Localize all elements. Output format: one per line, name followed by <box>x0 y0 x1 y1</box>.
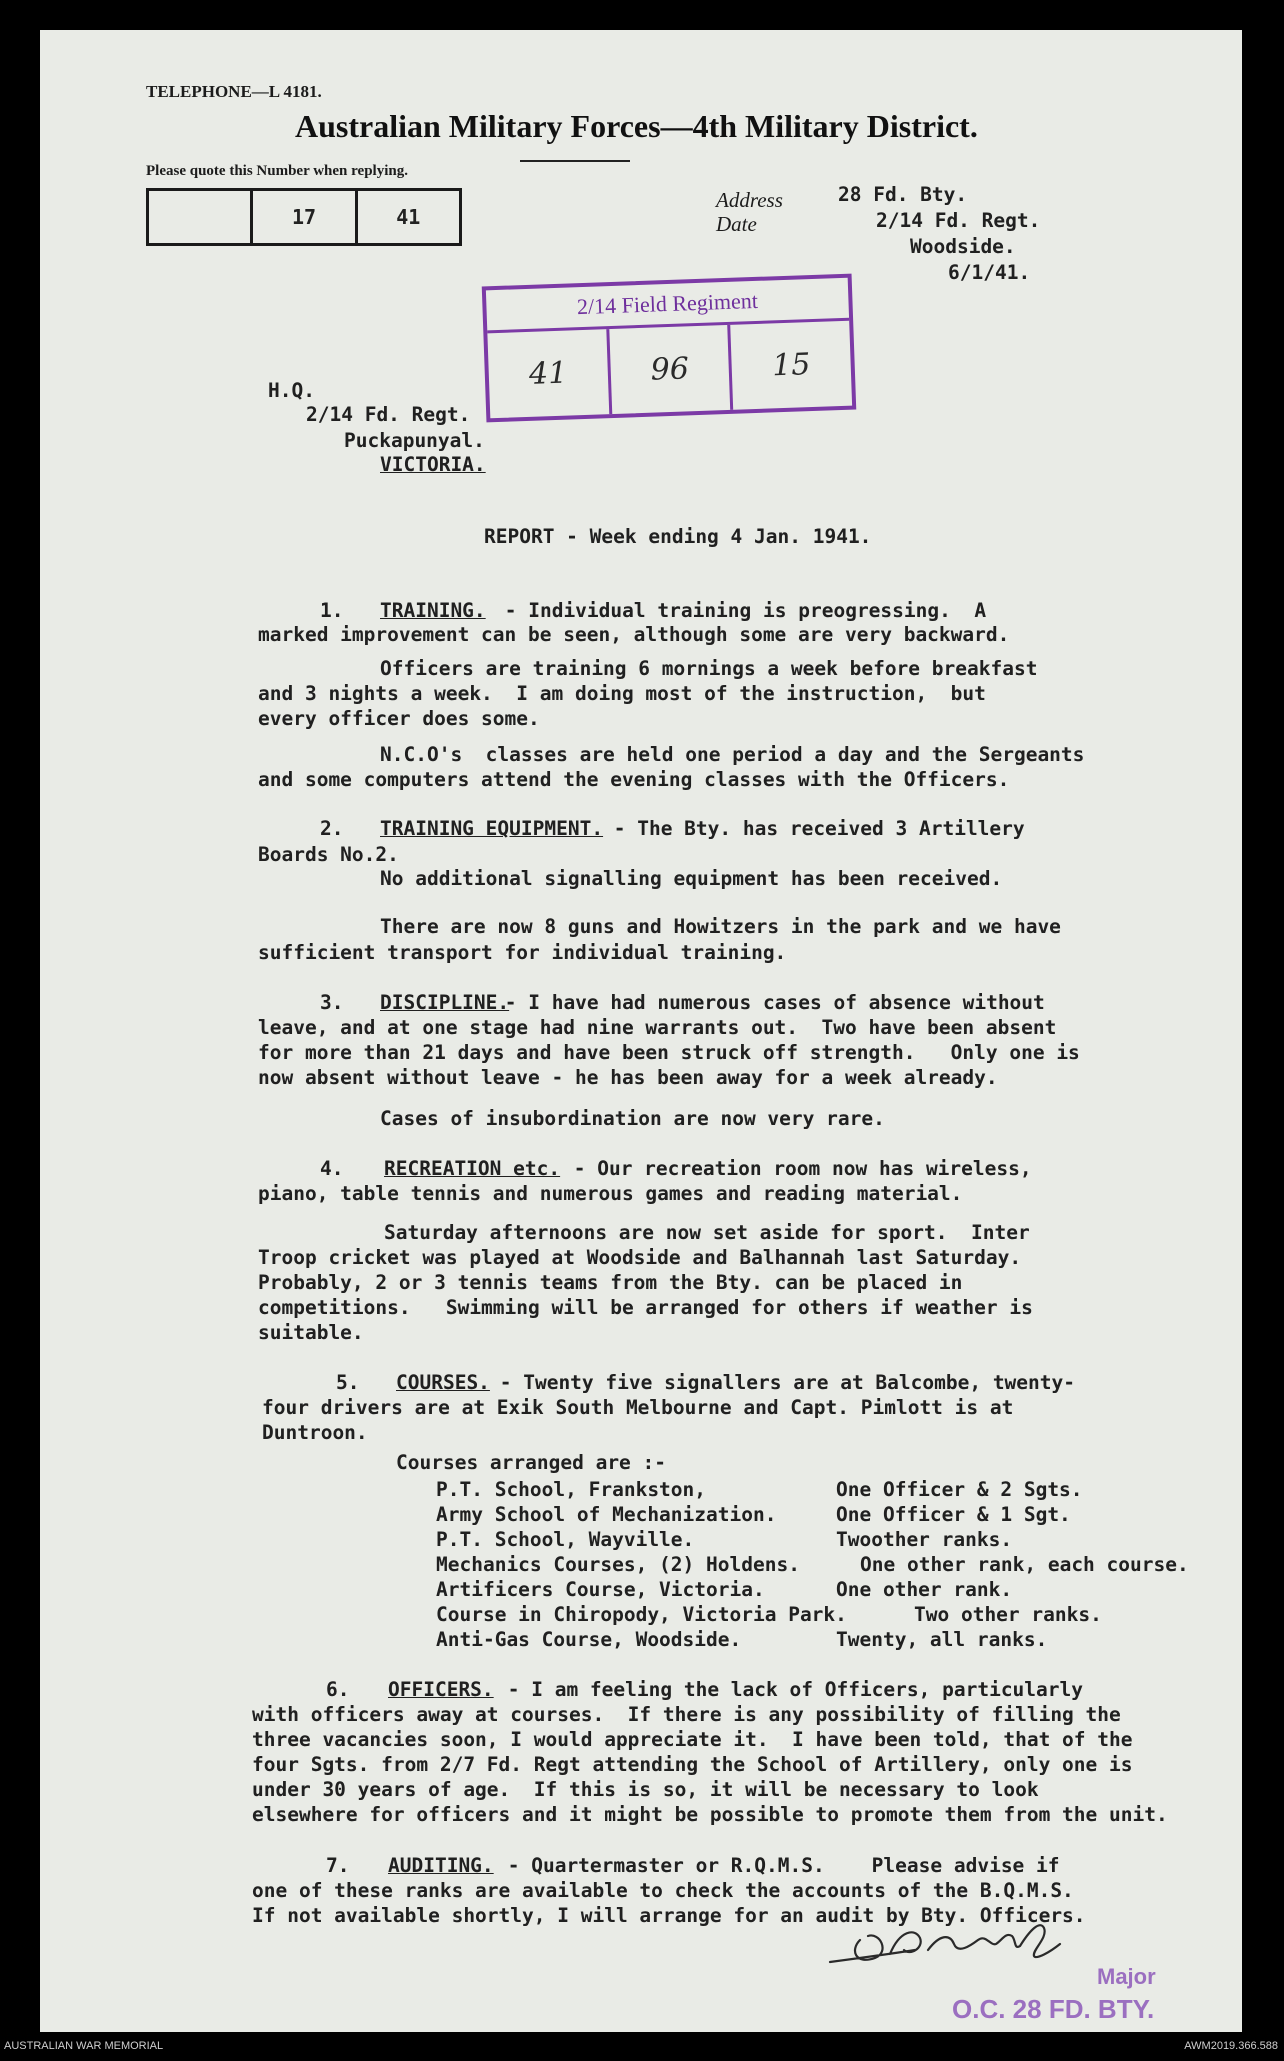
section-4-line-4: Troop cricket was played at Woodside and Balhannah last Saturday. <box>258 1246 1022 1269</box>
section-2-line-1: - The Bty. has received 3 Artillery <box>602 817 1025 840</box>
section-3-heading: DISCIPLINE. <box>380 991 510 1014</box>
course-attendees: One other rank. <box>836 1578 1013 1601</box>
section-3-line-3: for more than 21 days and have been struck off strength. Only one is <box>258 1041 1080 1064</box>
stamp-cell-2: 96 <box>609 325 734 414</box>
address-line-2: 2/14 Fd. Regt. <box>876 209 1041 232</box>
course-attendees: One other rank, each course. <box>860 1553 1189 1576</box>
section-4-line-7: suitable. <box>258 1321 364 1344</box>
section-4-line-6: competitions. Swimming will be arranged for others if weather is <box>258 1296 1033 1319</box>
section-7-number: 7. <box>326 1854 350 1877</box>
ref-cell-2: 17 <box>253 191 357 243</box>
course-attendees: Twoother ranks. <box>836 1528 1013 1551</box>
address-line-4: 6/1/41. <box>948 261 1031 284</box>
section-2-number: 2. <box>320 817 344 840</box>
section-7-line-3: If not available shortly, I will arrange for an audit by Bty. Officers. <box>252 1904 1086 1927</box>
section-6-line-3: three vacancies soon, I would appreciate it. I have been told, that of the <box>252 1728 1133 1751</box>
section-1-line-5: every officer does some. <box>258 707 540 730</box>
course-name: Army School of Mechanization. <box>436 1503 777 1526</box>
course-name: Course in Chiropody, Victoria Park. <box>436 1603 847 1626</box>
course-attendees: One Officer & 2 Sgts. <box>836 1478 1083 1501</box>
section-4-heading: RECREATION etc. <box>384 1157 561 1180</box>
address-line-3: Woodside. <box>910 235 1016 258</box>
signature-unit: O.C. 28 FD. BTY. <box>952 1994 1155 2024</box>
section-3-line-2: leave, and at one stage had nine warrants out. Two have been absent <box>258 1016 1057 1039</box>
course-name: P.T. School, Frankston, <box>436 1478 707 1501</box>
quote-note: Please quote this Number when replying. <box>146 163 408 179</box>
stamp-cell-3: 15 <box>771 347 812 384</box>
course-attendees: One Officer & 1 Sgt. <box>836 1503 1071 1526</box>
section-1-line-3: Officers are training 6 mornings a week before breakfast <box>380 657 1038 680</box>
section-4-line-2: piano, table tennis and numerous games and reading material. <box>258 1182 963 1205</box>
regiment-stamp <box>482 274 857 423</box>
section-1-number: 1. <box>320 599 344 622</box>
section-4-line-3: Saturday afternoons are now set aside for sport. Inter <box>384 1221 1030 1244</box>
section-3-line-4: now absent without leave - he has been away for a week already. <box>258 1066 998 1089</box>
address-line-1: 28 Fd. Bty. <box>838 183 968 206</box>
section-5-number: 5. <box>336 1371 360 1394</box>
section-7-line-1: - Quartermaster or R.Q.M.S. Please advise if <box>496 1854 1060 1877</box>
handwritten-signature <box>820 1910 1080 1980</box>
report-title: REPORT - Week ending 4 Jan. 1941. <box>484 525 872 548</box>
letterhead-title: Australian Military Forces—4th Military District. <box>295 108 978 144</box>
ref-cell-3: 41 <box>396 205 421 229</box>
course-attendees: Two other ranks. <box>914 1603 1102 1626</box>
recipient-line-3: Puckapunyal. <box>344 429 485 452</box>
course-attendees: Twenty, all ranks. <box>836 1628 1048 1651</box>
telephone-line: TELEPHONE—L 4181. <box>146 82 322 101</box>
section-1-line-7: and some computers attend the evening classes with the Officers. <box>258 768 1010 791</box>
section-2-line-2: Boards No.2. <box>258 843 399 866</box>
section-4-line-5: Probably, 2 or 3 tennis teams from the Bty. can be placed in <box>258 1271 963 1294</box>
stamp-title: 2/14 Field Regiment <box>486 278 849 334</box>
section-5-line-1: - Twenty five signallers are at Balcombe, twenty- <box>488 1371 1075 1394</box>
section-6-heading: OFFICERS. <box>388 1678 494 1701</box>
address-label: Address <box>716 188 783 212</box>
section-2-heading: TRAINING EQUIPMENT. <box>380 817 604 840</box>
recipient-line-1: H.Q. <box>268 379 315 402</box>
date-label: Date <box>716 212 757 236</box>
footer-left: AUSTRALIAN WAR MEMORIAL <box>4 2040 164 2052</box>
section-1-line-2: marked improvement can be seen, although some are very backward. <box>258 623 1010 646</box>
signature-rank: Major <box>1097 1964 1156 1989</box>
section-5-heading: COURSES. <box>396 1371 490 1394</box>
course-name: Mechanics Courses, (2) Holdens. <box>436 1553 800 1576</box>
section-3-number: 3. <box>320 991 344 1014</box>
section-3-line-5: Cases of insubordination are now very rare. <box>380 1107 885 1130</box>
section-6-line-1: - I am feeling the lack of Officers, particularly <box>496 1678 1083 1701</box>
section-1-line-4: and 3 nights a week. I am doing most of the instruction, but <box>258 682 986 705</box>
section-1-line-6: N.C.O's classes are held one period a day and the Sergeants <box>380 743 1085 766</box>
section-2-line-3: No additional signalling equipment has been received. <box>380 867 1003 890</box>
course-name: P.T. School, Wayville. <box>436 1528 695 1551</box>
section-5-line-3: Duntroon. <box>262 1421 368 1444</box>
course-name: Artificers Course, Victoria. <box>436 1578 765 1601</box>
stamp-cells <box>487 321 852 419</box>
section-6-line-2: with officers away at courses. If there is any possibility of filling the <box>252 1703 1121 1726</box>
section-6-line-4: four Sgts. from 2/7 Fd. Regt attending the School of Artillery, only one is <box>252 1753 1133 1776</box>
footer-right: AWM2019.366.588 <box>1184 2040 1278 2052</box>
ref-cell-1 <box>149 191 253 243</box>
section-1-line-1: - Individual training is preogressing. A <box>493 599 987 622</box>
section-4-number: 4. <box>320 1157 344 1180</box>
section-5-line-2: four drivers are at Exik South Melbourne and Capt. Pimlott is at <box>262 1396 1014 1419</box>
section-7-line-2: one of these ranks are available to check the accounts of the B.Q.M.S. <box>252 1879 1074 1902</box>
recipient-line-4: VICTORIA. <box>380 453 486 476</box>
section-2-line-4: There are now 8 guns and Howitzers in the park and we have <box>380 915 1061 938</box>
section-1-heading: TRAINING. <box>380 599 486 622</box>
recipient-line-2: 2/14 Fd. Regt. <box>306 403 471 426</box>
section-6-line-6: elsewhere for officers and it might be possible to promote them from the unit. <box>252 1803 1168 1826</box>
reference-box <box>146 188 462 246</box>
section-7-heading: AUDITING. <box>388 1854 494 1877</box>
heading-rule <box>520 160 630 162</box>
course-name: Anti-Gas Course, Woodside. <box>436 1628 742 1651</box>
section-4-line-1: - Our recreation room now has wireless, <box>562 1157 1032 1180</box>
section-2-line-5: sufficient transport for individual training. <box>258 941 787 964</box>
section-6-line-5: under 30 years of age. If this is so, it will be necessary to look <box>252 1778 1039 1801</box>
section-3-line-1: - I have had numerous cases of absence without <box>493 991 1045 1014</box>
section-5-line-4: Courses arranged are :- <box>396 1451 667 1474</box>
section-6-number: 6. <box>326 1678 350 1701</box>
stamp-cell-1: 41 <box>487 329 612 418</box>
